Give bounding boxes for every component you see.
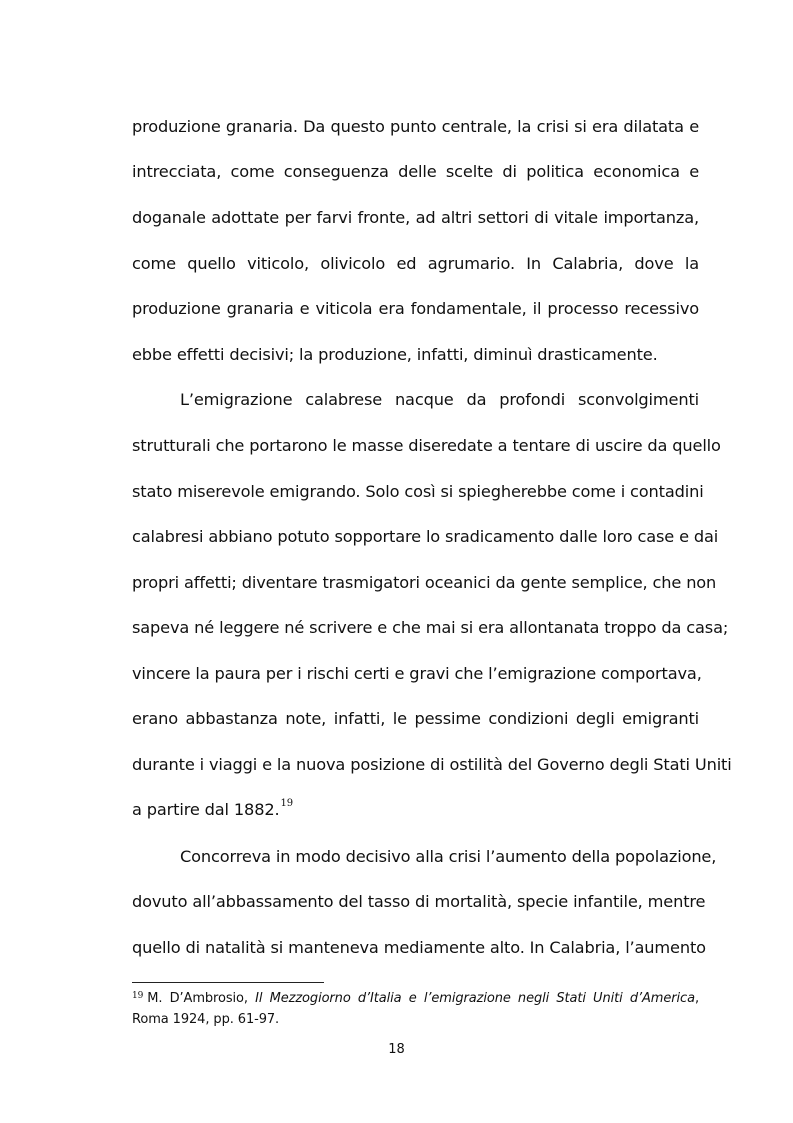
body-text-line: erano abbastanza note, infatti, le pessime condizioni degli emigranti [132, 709, 699, 728]
footnote-author: M. D’Ambrosio, [147, 991, 256, 1006]
footnote-line [132, 990, 699, 1008]
body-text-line: quello di natalità si manteneva mediamente alto. In Calabria, l’aumento [132, 938, 706, 957]
body-text-line: produzione granaria. Da questo punto centrale, la crisi si era dilatata e [132, 117, 699, 136]
body-text-line: strutturali che portarono le masse diseredate a tentare di uscire da quello [132, 436, 721, 455]
footnote-separator [132, 982, 324, 983]
body-text-line [132, 799, 699, 821]
body-text-line: intrecciata, come conseguenza delle scelte di politica economica e [132, 162, 699, 181]
body-text-line: come quello viticolo, olivicolo ed agrumario. In Calabria, dove la [132, 254, 699, 273]
body-text-line: dovuto all’abbassamento del tasso di mortalità, specie infantile, mentre [132, 892, 706, 911]
body-text-line: L’emigrazione calabrese nacque da profondi sconvolgimenti [180, 390, 699, 409]
footnote-line: Roma 1924, pp. 61-97. [132, 1012, 280, 1027]
body-text-line: doganale adottate per farvi fronte, ad altri settori di vitale importanza, [132, 208, 699, 227]
footnote-reference[interactable]: 19 [280, 798, 293, 809]
body-text-line: calabresi abbiano potuto sopportare lo sradicamento dalle loro case e dai [132, 527, 719, 546]
body-text-line: ebbe effetti decisivi; la produzione, infatti, diminuì drasticamente. [132, 345, 658, 364]
body-text-line: durante i viaggi e la nuova posizione di ostilità del Governo degli Stati Uniti [132, 755, 732, 774]
body-text-line: produzione granaria e viticola era fondamentale, il processo recessivo [132, 299, 699, 318]
body-text-line: sapeva né leggere né scrivere e che mai si era allontanata troppo da casa; [132, 618, 729, 637]
body-text-line: Concorreva in modo decisivo alla crisi l’aumento della popolazione, [180, 847, 717, 866]
footnote-number: 19 [132, 991, 144, 1001]
body-text-line: vincere la paura per i rischi certi e gravi che l’emigrazione comportava, [132, 664, 702, 683]
body-text: a partire dal 1882. [132, 800, 280, 819]
footnote-title: Il Mezzogiorno d’Italia e l’emigrazione negli Stati Uniti d’America [255, 991, 695, 1006]
body-text-line: propri affetti; diventare trasmigatori oceanici da gente semplice, che non [132, 573, 717, 592]
footnote-punct: , [694, 991, 699, 1006]
page-number: 18 [388, 1042, 405, 1057]
body-text-line: stato miserevole emigrando. Solo così si spiegherebbe come i contadini [132, 482, 704, 501]
